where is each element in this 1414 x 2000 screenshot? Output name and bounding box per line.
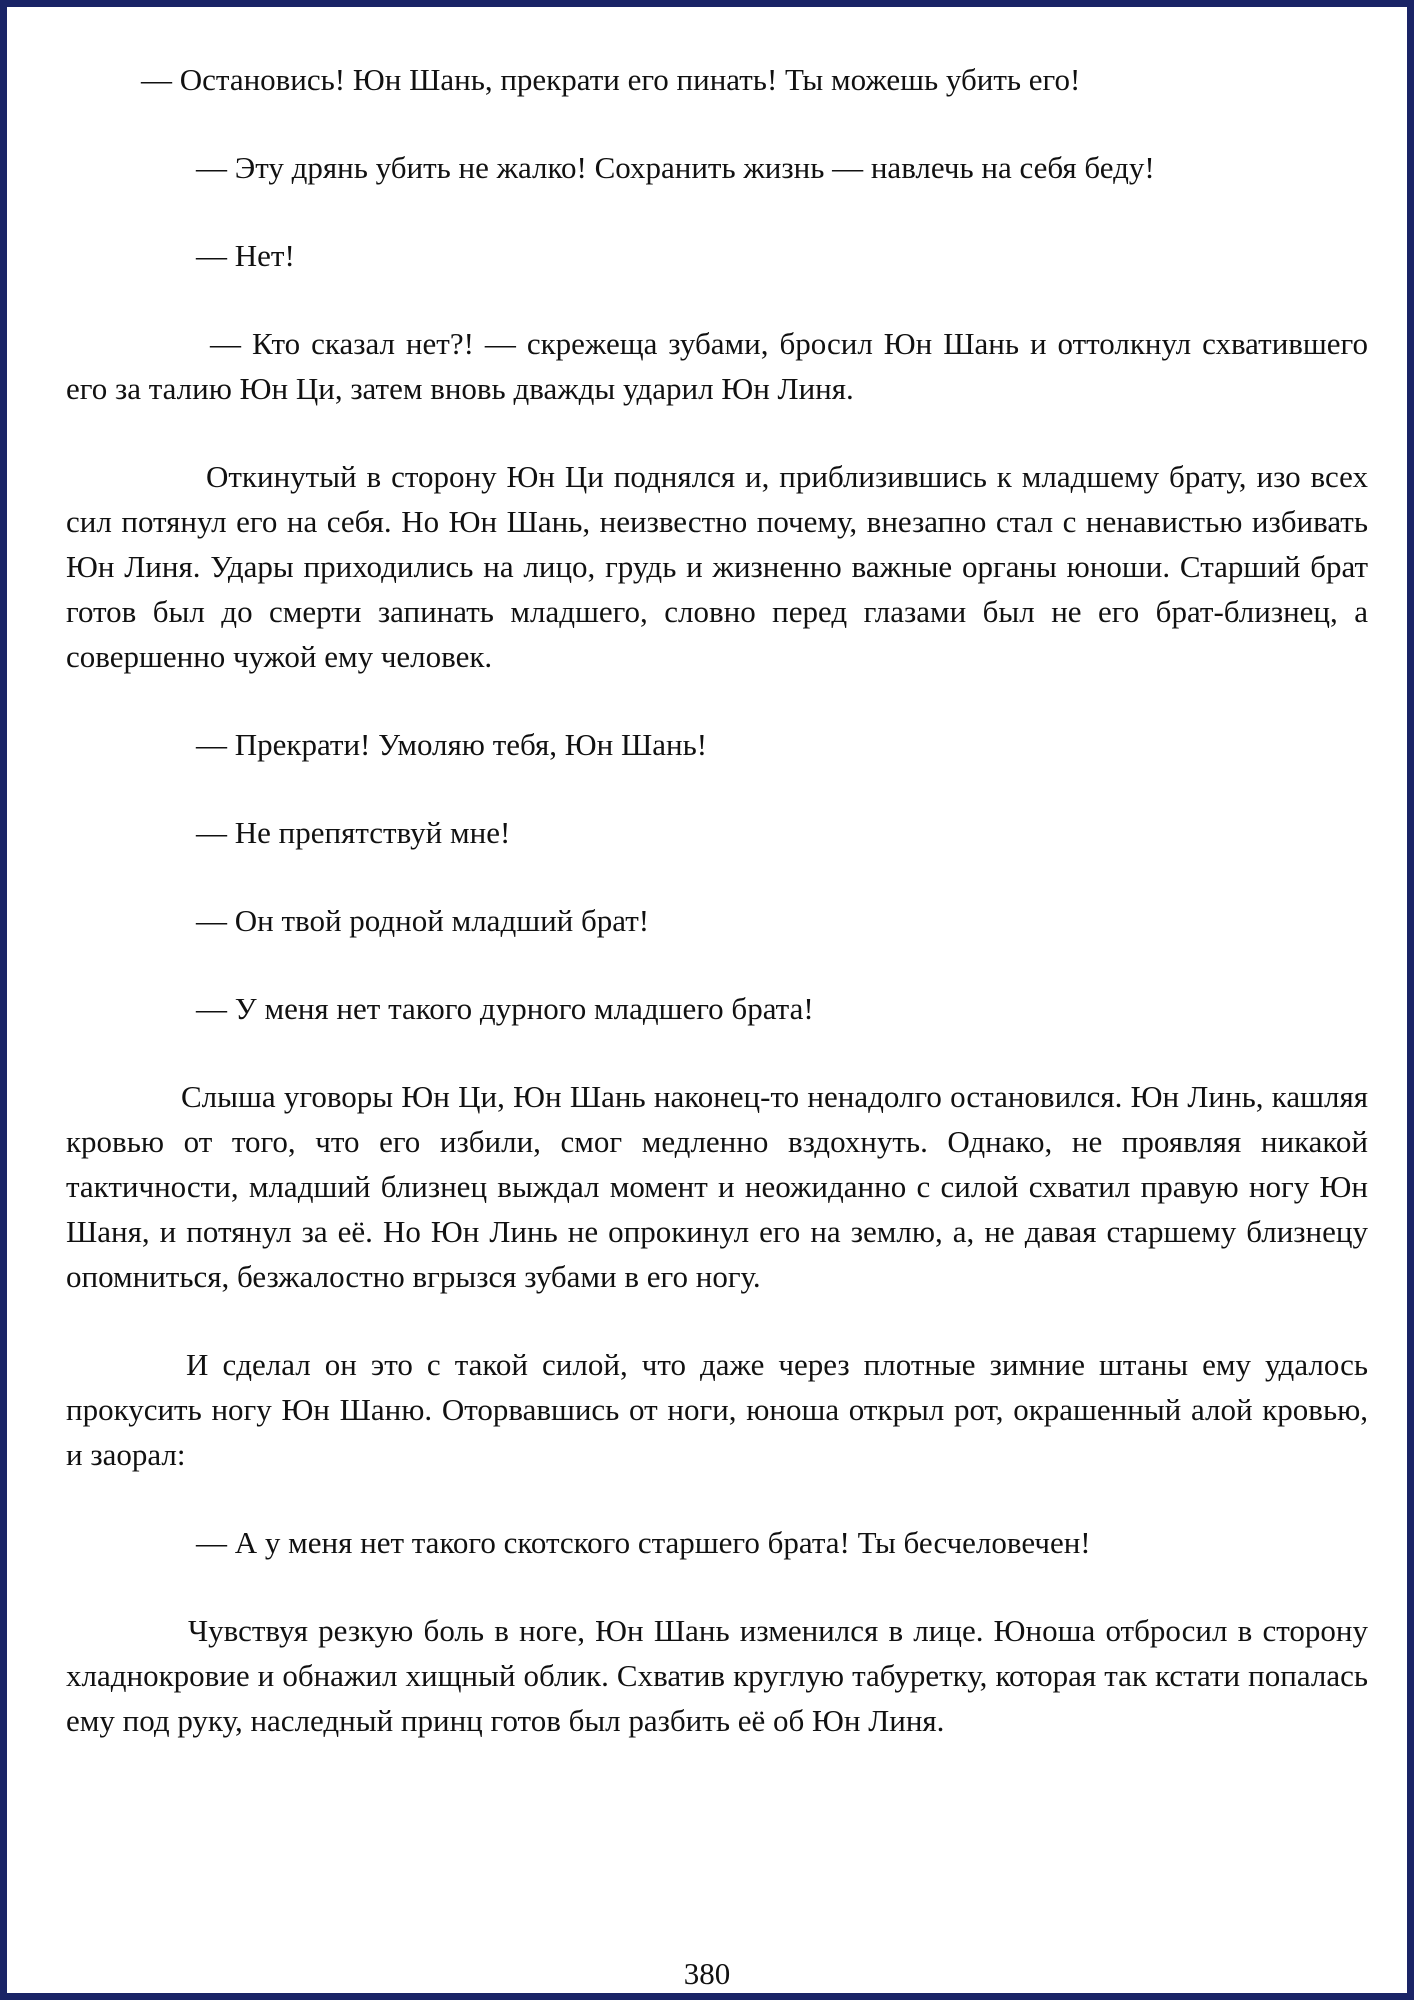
paragraph-5: Откинутый в сторону Юн Ци поднялся и, приблизившись к младшему брату, изо всех сил потянул его на себя. Но Юн Шань, неизвестно почему, внезапно стал с ненавистью избивать Юн Линя. Удары приходились на лицо, грудь и жизненно важные органы юноши. Старший брат готов был до смерти запинать младшего, словно перед глазами был не его брат-близнец, а совершенно чужой ему человек. — [66, 459, 1368, 674]
paragraph-13: Чувствуя резкую боль в ноге, Юн Шань изменился в лице. Юноша отбросил в сторону хладнокровие и обнажил хищный облик. Схватив круглую табуретку, которая так кстати попалась ему под руку, наследный принц готов был разбить её об Юн Линя. — [66, 1613, 1368, 1738]
paragraph-10: Слыша уговоры Юн Ци, Юн Шань наконец-то ненадолго остановился. Юн Линь, кашляя кровью от того, что его избили, смог медленно вздохнуть. Однако, не проявляя никакой тактичности, младший близнец выждал момент и неожиданно с силой схватил правую ногу Юн Шаня, и потянул за её. Но Юн Линь не опрокинул его на землю, а, не давая старшему близнецу опомниться, безжалостно вгрызся зубами в его ногу. — [66, 1079, 1368, 1294]
paragraph-4: — Кто сказал нет?! — скрежеща зубами, бросил Юн Шань и оттолкнул схватившего его за талию Юн Ци, затем вновь дважды ударил Юн Линя. — [66, 326, 1368, 406]
paragraph-3: — Нет! — [196, 238, 295, 273]
page-number: 380 — [683, 1956, 731, 1991]
book-page — [7, 7, 1407, 1993]
paragraph-7: — Не препятствуй мне! — [196, 815, 511, 850]
paragraph-1: — Остановись! Юн Шань, прекрати его пинать! Ты можешь убить его! — [141, 62, 1081, 97]
page-body — [66, 57, 1368, 1786]
paragraph-12: — А у меня нет такого скотского старшего брата! Ты бесчеловечен! — [196, 1525, 1091, 1560]
paragraph-9: — У меня нет такого дурного младшего брата! — [196, 991, 814, 1026]
paragraph-6: — Прекрати! Умоляю тебя, Юн Шань! — [196, 727, 708, 762]
paragraph-11: И сделал он это с такой силой, что даже через плотные зимние штаны ему удалось прокусить ногу Юн Шаню. Оторвавшись от ноги, юноша открыл рот, окрашенный алой кровью, и заорал: — [66, 1347, 1368, 1472]
paragraph-2: — Эту дрянь убить не жалко! Сохранить жизнь — навлечь на себя беду! — [196, 150, 1155, 185]
paragraph-8: — Он твой родной младший брат! — [196, 903, 650, 938]
